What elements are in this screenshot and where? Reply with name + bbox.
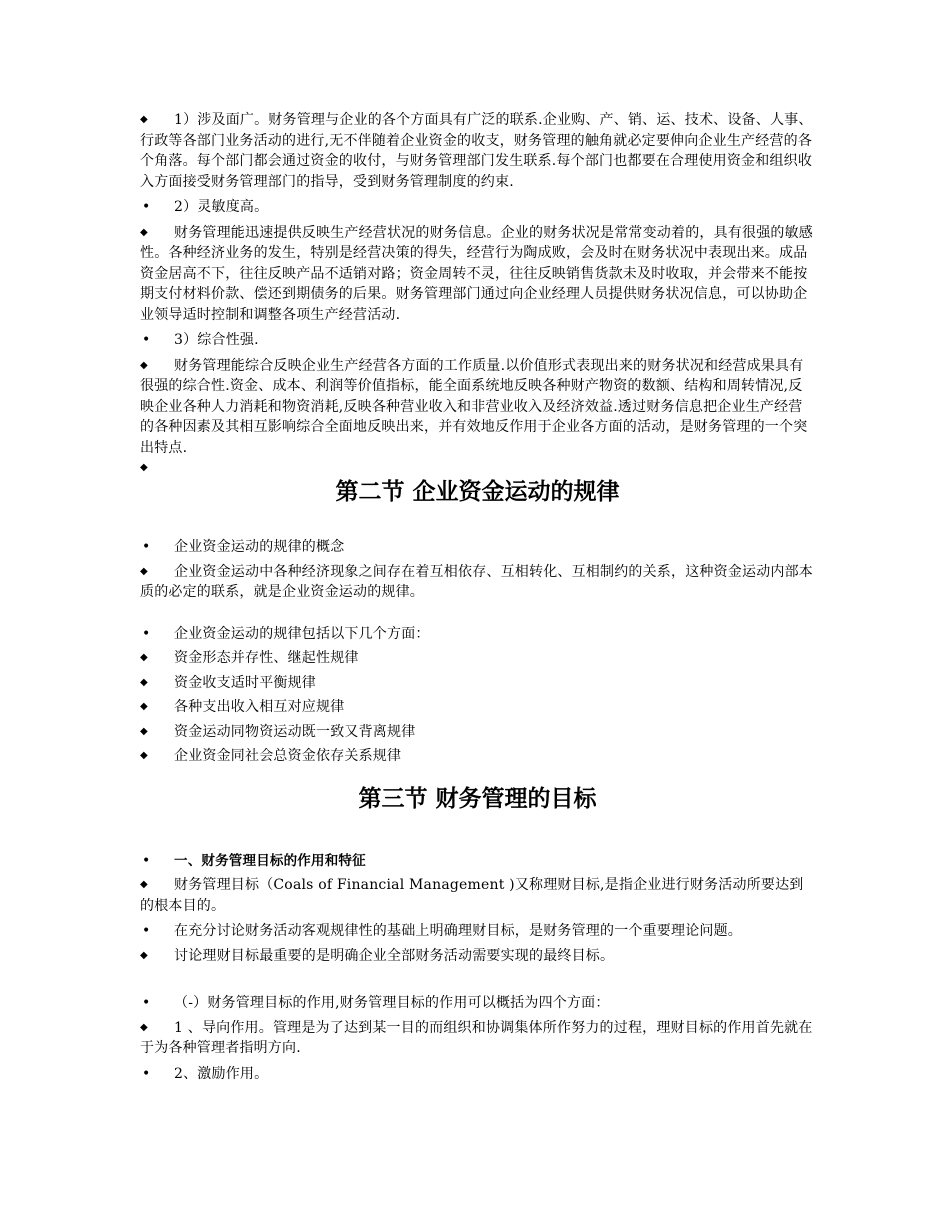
paragraph-sensitivity <box>140 197 815 218</box>
subheading-goal-role <box>140 851 815 872</box>
list-item-text: 资金收支适时平衡规律 <box>174 674 316 691</box>
bullet-dot: • <box>142 995 151 1011</box>
bullet-diamond: ◆ <box>140 462 148 473</box>
list-item-text: 资金形态并存性、继起性规律 <box>174 650 359 666</box>
bullet-diamond: ◆ <box>140 226 148 238</box>
paragraph-text: 讨论理财目标最重要的是明确企业全部财务活动需要实现的最终目标。 <box>174 947 615 964</box>
paragraph-scope <box>140 110 815 192</box>
bullet-diamond: ◆ <box>140 359 148 371</box>
paragraph-comprehensive-detail <box>140 356 815 459</box>
list-item <box>140 697 815 718</box>
bullet-diamond: ◆ <box>140 701 148 712</box>
bullet-diamond: ◆ <box>140 652 148 663</box>
section-heading-3: 第三节 财务管理的目标 <box>358 785 597 812</box>
paragraph-law-concept <box>140 537 815 558</box>
list-item-text: 各种支出收入相互对应规律 <box>174 699 345 715</box>
bullet-diamond: ◆ <box>140 949 148 961</box>
paragraph-text: 在充分讨论财务活动客观规律性的基础上明确理财目标，是财务管理的一个重要理论问题。 <box>174 923 742 939</box>
paragraph-goal-functions <box>140 993 815 1014</box>
paragraph-text: 3）综合性强. <box>174 332 259 348</box>
bullet-diamond: ◆ <box>140 725 148 737</box>
document-page <box>140 110 815 1089</box>
paragraph-comprehensive <box>140 330 815 351</box>
bullet-diamond: ◆ <box>140 750 148 761</box>
bullet-diamond: ◆ <box>140 1021 148 1033</box>
paragraph-text: 1）涉及面广。财务管理与企业的各个方面具有广泛的联系.企业购、产、销、运、技术、设备、人事、行政等各部门业务活动的进行,无不伴随着企业资金的收支，财务管理的触角就必定要伸向企业生产经营的各个角落。每个部门都会通过资金的收付，与财务管理部门发生联系.每个部门也都要在合理使用资金和组织收入方面接受财务管理部门的指导，受到财务管理制度的约束. <box>140 112 813 190</box>
bullet-diamond: ◆ <box>140 114 148 125</box>
bullet-dot: • <box>142 923 151 939</box>
list-item <box>140 722 815 743</box>
paragraph-guidance <box>140 1018 815 1059</box>
bullet-diamond: ◆ <box>140 676 148 688</box>
paragraph-text: 企业资金运动的规律的概念 <box>174 539 345 555</box>
paragraph-text: 企业资金运动中各种经济现象之间存在着互相依存、互相转化、互相制约的关系，这种资金运动内部本质的必定的联系，就是企业资金运动的规律。 <box>140 563 813 600</box>
paragraph-text: 财务管理目标（Coals of Financial Management )又称理财目标,是指企业进行财务活动所要达到的根本目的。 <box>140 877 804 914</box>
bullet-dot: • <box>142 199 151 215</box>
paragraph-law-definition <box>140 562 815 603</box>
bullet-dot: • <box>142 1065 151 1082</box>
bullet-diamond: ◆ <box>140 879 148 890</box>
paragraph-sensitivity-detail <box>140 223 815 326</box>
bullet-diamond: ◆ <box>140 565 148 577</box>
section-heading-2: 第二节 企业资金运动的规律 <box>335 479 620 505</box>
paragraph-goal-final <box>140 946 815 967</box>
paragraph-text: （-）财务管理目标的作用,财务管理目标的作用可以概括为四个方面： <box>174 995 610 1011</box>
bullet-dot: • <box>142 852 151 869</box>
list-item <box>140 746 815 767</box>
paragraph-text: 2）灵敏度高。 <box>174 199 269 215</box>
list-item-text: 企业资金同社会总资金依存关系规律 <box>174 748 402 764</box>
paragraph-goal-importance <box>140 921 815 942</box>
bullet-dot: • <box>142 539 151 555</box>
paragraph-text: 财务管理能综合反映企业生产经营各方面的工作质量.以价值形式表现出来的财务状况和经营成果具有很强的综合性.资金、成本、利润等价值指标，能全面系统地反映各种财产物资的数额、结构和周转情况,反映企业各种人力消耗和物资消耗,反映各种营业收入和非营业收入及经济效益.透过财务信息把企业生产经营的各种因素及其相互影响综合全面地反映出来，并有效地反作用于企业各方面的活动，是财务管理的一个突出特点. <box>140 357 808 456</box>
paragraph-text: 企业资金运动的规律包括以下几个方面： <box>174 625 430 642</box>
paragraph-law-aspects <box>140 624 815 645</box>
paragraph-incentive <box>140 1064 815 1085</box>
subheading-text: 一、财务管理目标的作用和特征 <box>174 852 366 869</box>
bullet-dot: • <box>142 625 151 642</box>
empty-bullet-line <box>140 458 815 475</box>
paragraph-text: 1 、导向作用。管理是为了达到某一目的而组织和协调集体所作努力的过程，理财目标的作用首先就在于为各种管理者指明方向. <box>140 1019 813 1056</box>
list-item <box>140 673 815 694</box>
paragraph-goal-definition <box>140 875 815 916</box>
paragraph-text: 2、激励作用。 <box>174 1065 269 1082</box>
paragraph-text: 财务管理能迅速提供反映生产经营状况的财务信息。企业的财务状况是常常变动着的，具有很强的敏感性。各种经济业务的发生，特别是经营决策的得失，经营行为陶成败，会及时在财务状况中表现出来。成品资金居高不下，往往反映产品不适销对路；资金周转不灵，往往反映销售货款未及时收取，并会带来不能按期支付材料价款、偿还到期债务的后果。财务管理部门通过向企业经理人员提供财务状况信息，可以协助企业领导适时控制和调整各项生产经营活动. <box>140 224 813 323</box>
list-item <box>140 648 815 669</box>
bullet-dot: • <box>142 332 151 348</box>
list-item-text: 资金运动同物资运动既一致又背离规律 <box>174 723 416 740</box>
